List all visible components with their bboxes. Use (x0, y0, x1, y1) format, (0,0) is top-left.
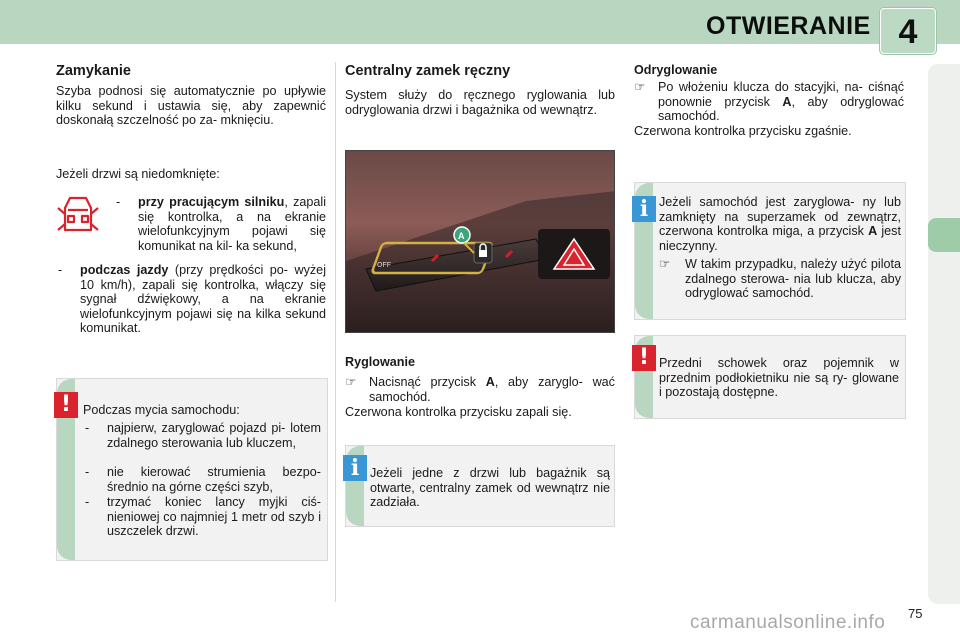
info-icon: i (343, 455, 367, 481)
list-item-driving: - podczas jazdy (przy prędkości po- wyżej 10 km/h), zapali się kontrolka, włączy się sygnał dźwiękowy, a na ekranie wielofunkcyjnym pojawi się na kilka sekund komunikat. (58, 263, 326, 336)
column-divider (335, 62, 336, 602)
subheading-odryglowanie: Odryglowanie (634, 63, 718, 77)
page-number: 75 (908, 606, 923, 621)
chapter-tab-strip (928, 64, 960, 604)
warning-box-intro: Podczas mycia samochodu: (83, 403, 240, 417)
section-heading-centralny-zamek: Centralny zamek ręczny (345, 63, 511, 79)
paragraph-red-lamp-off: Czerwona kontrolka przycisku zgaśnie. (634, 124, 852, 138)
subheading-ryglowanie: Ryglowanie (345, 355, 415, 369)
dashboard-photo (345, 150, 615, 333)
warning-icon: ! (54, 392, 78, 418)
pointing-hand-icon: ☞ (345, 375, 357, 389)
info-icon: i (632, 196, 656, 222)
item-text-engine: , zapali się kontrolka, a na ekranie wielofunkcyjnym pojawi się komunikat na kil- ka sekund, (138, 195, 326, 253)
warning-box-storage (634, 335, 906, 419)
page-title: OTWIERANIE (706, 12, 871, 40)
info-box-door-open-text: Jeżeli jedne z drzwi lub bagażnik są otwarte, centralny zamek od wewnątrz nie zadziała. (370, 466, 610, 510)
chapter-tab-active[interactable] (928, 218, 960, 252)
pointing-hand-icon: ☞ (659, 257, 671, 271)
warning-icon: ! (632, 345, 656, 371)
dashboard-illustration (346, 151, 615, 333)
chapter-badge (880, 8, 936, 54)
photo-off-label: OFF (377, 262, 391, 269)
item-text-driving: (przy prędkości po- wyżej 10 km/h), zapali się kontrolka, włączy się sygnał dźwiękowy, a na ekranie wielofunkcyjnym pojawi się na kilka sekund komunikat. (80, 263, 326, 336)
item-bold-driving: podczas jazdy (80, 263, 169, 277)
list-item-engine-running: - przy pracującym silniku, zapali się kontrolka, a na ekranie wielofunkcyjnym pojawi się komunikat na kil- ka sekund, (116, 195, 326, 253)
info-box-supertriggered-text: Jeżeli samochód jest zaryglowa- ny lub zamknięty na superzamek od zewnątrz, czerwona kontrolka miga, a przycisk A jest nieczynny. (659, 195, 901, 253)
watermark: carmanualsonline.info (690, 612, 886, 633)
item-bold-engine: przy pracującym silniku (138, 195, 285, 209)
info-box-supertriggered: Jeżeli samochód jest zaryglowa- ny lub zamknięty na superzamek od zewnątrz, czerwona kontrolka miga, a przycisk A jest nieczynny. ☞ W takim przypadku, należy użyć pilota zdalnego sterowa- nia lub klucza, aby odryglować samochód. (634, 182, 906, 320)
photo-button-a-label: A (458, 231, 465, 241)
paragraph-red-lamp-on: Czerwona kontrolka przycisku zapali się. (345, 405, 572, 419)
pointing-hand-icon: ☞ (634, 80, 646, 94)
chapter-number: 4 (898, 13, 918, 51)
info-box-door-open (345, 445, 615, 527)
paragraph-centralny-zamek: System służy do ręcznego ryglowania lub odryglowania drzwi i bagażnika od wewnątrz. (345, 88, 615, 117)
warning-box-washing: Podczas mycia samochodu: - najpierw, zaryglować pojazd pi- lotem zdalnego sterowania lub kluczem, - nie kierować strumienia bezpo- średnio na górne części szyb, - trzymać koniec lancy myjki ciś- nieniowej co najmniej 1 metr od szyb i uszczelek drzwi. (56, 378, 328, 561)
warning-box-storage-text: Przedni schowek oraz pojemnik w przednim podłokietniku nie są ry- glowane i pozostają dostępne. (659, 356, 899, 400)
paragraph-niedomkniete: Jeżeli drzwi są niedomknięte: (56, 167, 220, 181)
paragraph-zamykanie: Szyba podnosi się automatycznie po upływie kilku sekund i ustawia się, aby zapewnić doskonałą szczelność po za- mknięciu. (56, 84, 326, 128)
section-heading-zamykanie: Zamykanie (56, 63, 131, 79)
door-open-warning-icon (54, 190, 102, 238)
